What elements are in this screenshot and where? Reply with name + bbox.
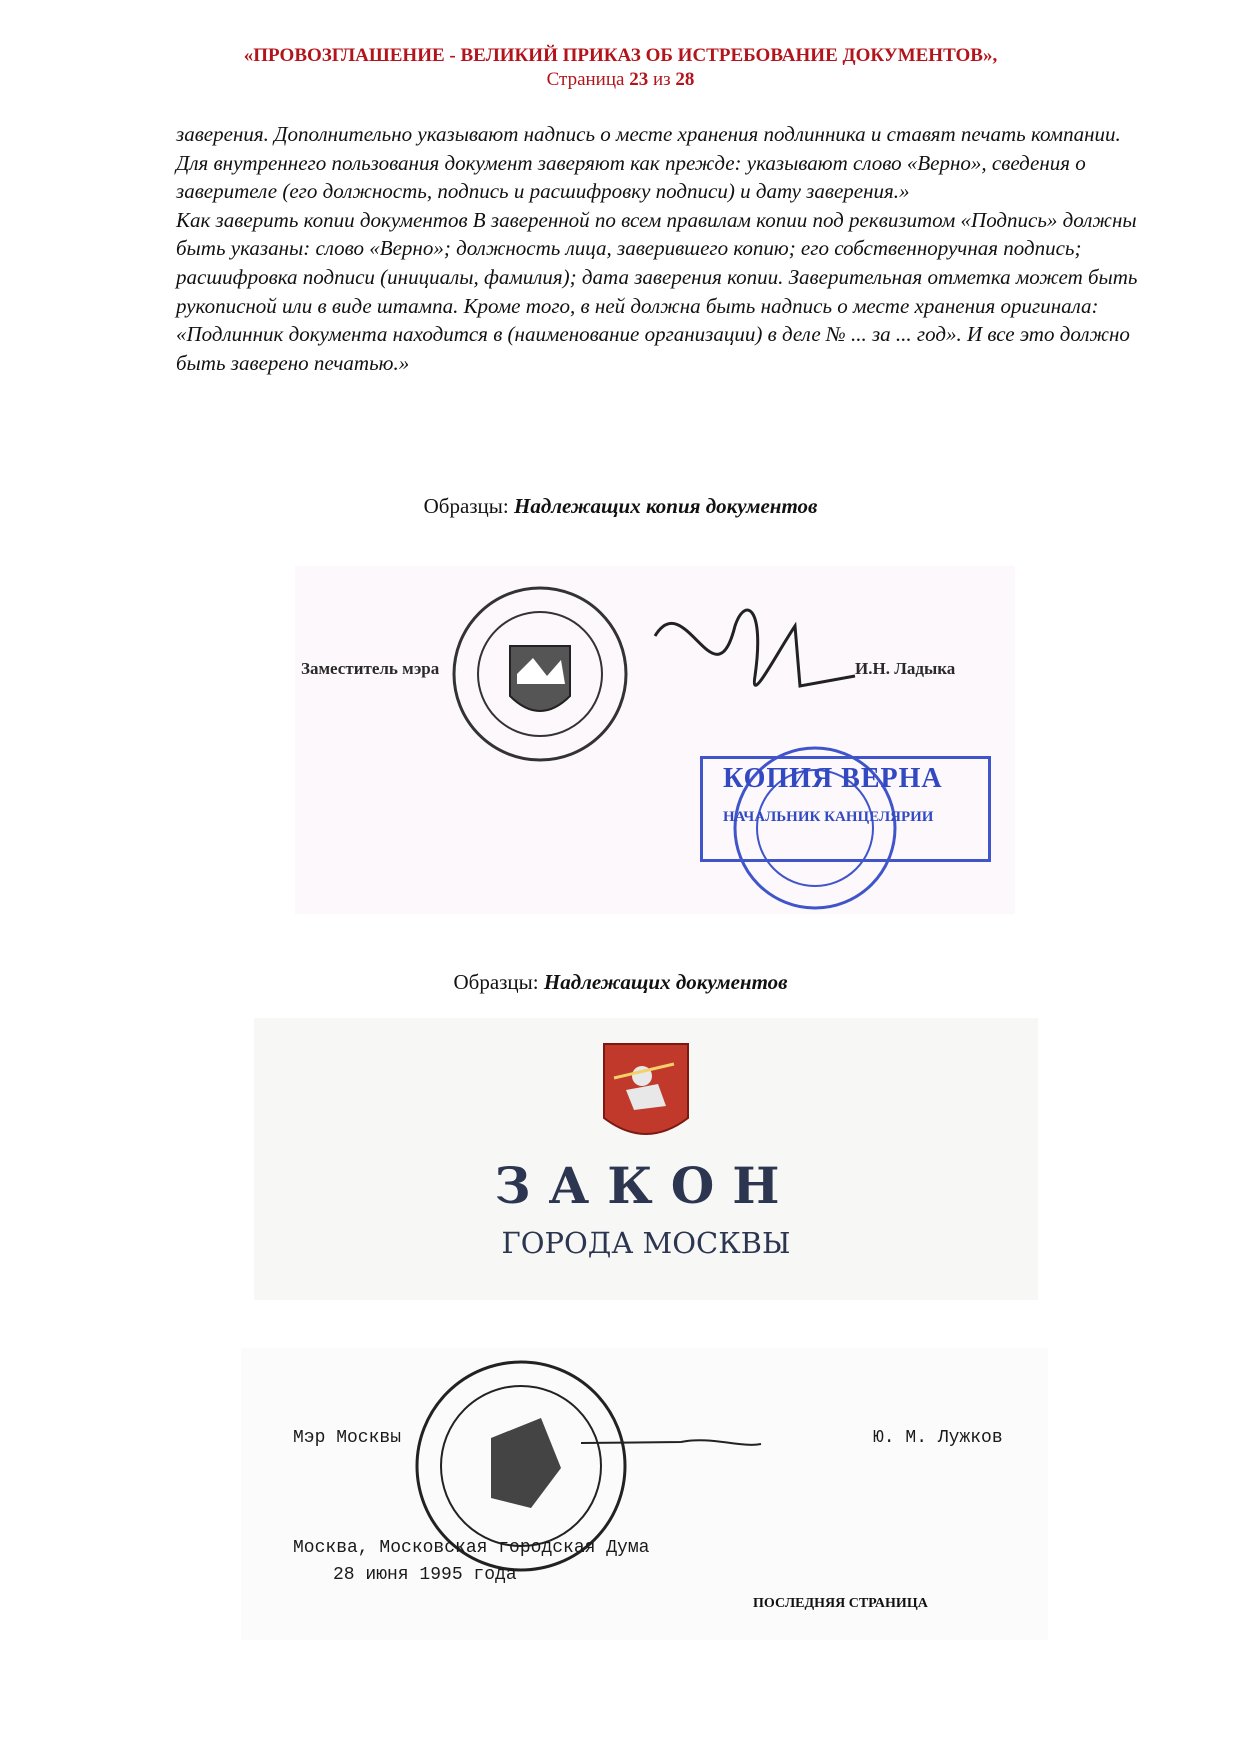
law-title: ЗАКОН <box>494 1156 798 1215</box>
scan-law-header <box>254 1018 1038 1300</box>
mayor-position: Мэр Москвы <box>293 1428 402 1448</box>
page-word: Страница <box>546 69 625 90</box>
page-total: 28 <box>675 69 695 90</box>
body-text <box>176 120 1156 377</box>
paragraph: Для внутреннего пользования документ заверяют как прежде: указывают слово «Верно», сведения о заверителе (его должность, подпись и расшифровку подписи) и дату заверения.» <box>176 150 1086 204</box>
page-current: 23 <box>629 69 649 90</box>
law-subtitle: ГОРОДА МОСКВЫ <box>501 1226 791 1260</box>
scan-certified-copy <box>295 566 1015 914</box>
signing-date: 28 июня 1995 года <box>333 1565 517 1585</box>
scan-mayor-signature <box>241 1348 1048 1640</box>
mayor-name: Ю. М. Лужков <box>873 1428 1003 1448</box>
caption-copies <box>0 494 1241 519</box>
caption-prefix: Образцы: <box>423 494 514 518</box>
last-page-note: ПОСЛЕДНЯЯ СТРАНИЦА <box>753 1596 928 1611</box>
caption-documents <box>0 970 1241 995</box>
page-header <box>0 44 1241 92</box>
paragraph: заверения. Дополнительно указывают надпись о месте хранения подлинника и ставят печать компании. <box>176 122 1121 146</box>
signer-position: Заместитель мэра <box>301 659 440 678</box>
signature-icon <box>581 1440 761 1445</box>
city-seal-icon <box>454 588 626 760</box>
signing-place: Москва, Московская городская Дума <box>293 1538 650 1558</box>
stamp-title: КОПИЯ ВЕРНА <box>723 763 943 794</box>
stamp-subtitle: НАЧАЛЬНИК КАНЦЕЛЯРИИ <box>723 809 934 825</box>
page-counter <box>0 68 1241 92</box>
caption-prefix: Образцы: <box>453 970 544 994</box>
signature-icon <box>655 610 855 686</box>
caption-bold: Надлежащих документов <box>543 970 788 994</box>
copy-certified-stamp <box>700 756 991 862</box>
document-title: «ПРОВОЗГЛАШЕНИЕ - ВЕЛИКИЙ ПРИКАЗ ОБ ИСТРЕБОВАНИЕ ДОКУМЕНТОВ», <box>243 45 998 66</box>
page-of: из <box>652 69 671 90</box>
paragraph: Как заверить копии документов В заверенной по всем правилам копии под реквизитом «Подпись» должны быть указаны: слово «Верно»; должность лица, заверившего копию; его собственноручная подпись; расшифровка подписи (инициалы, фамилия); дата заверения копии. Заверительная отметка может быть рукописной или в виде штампа. Кроме того, в ней должна быть надпись о месте хранения оригинала: «Подлинник документа находится в (наименование организации) в деле № ... за ... год». И все это должно быть заверено печатью.» <box>176 207 1138 375</box>
caption-bold: Надлежащих копия документов <box>514 494 818 518</box>
signer-name: И.Н. Ладыка <box>855 659 956 678</box>
